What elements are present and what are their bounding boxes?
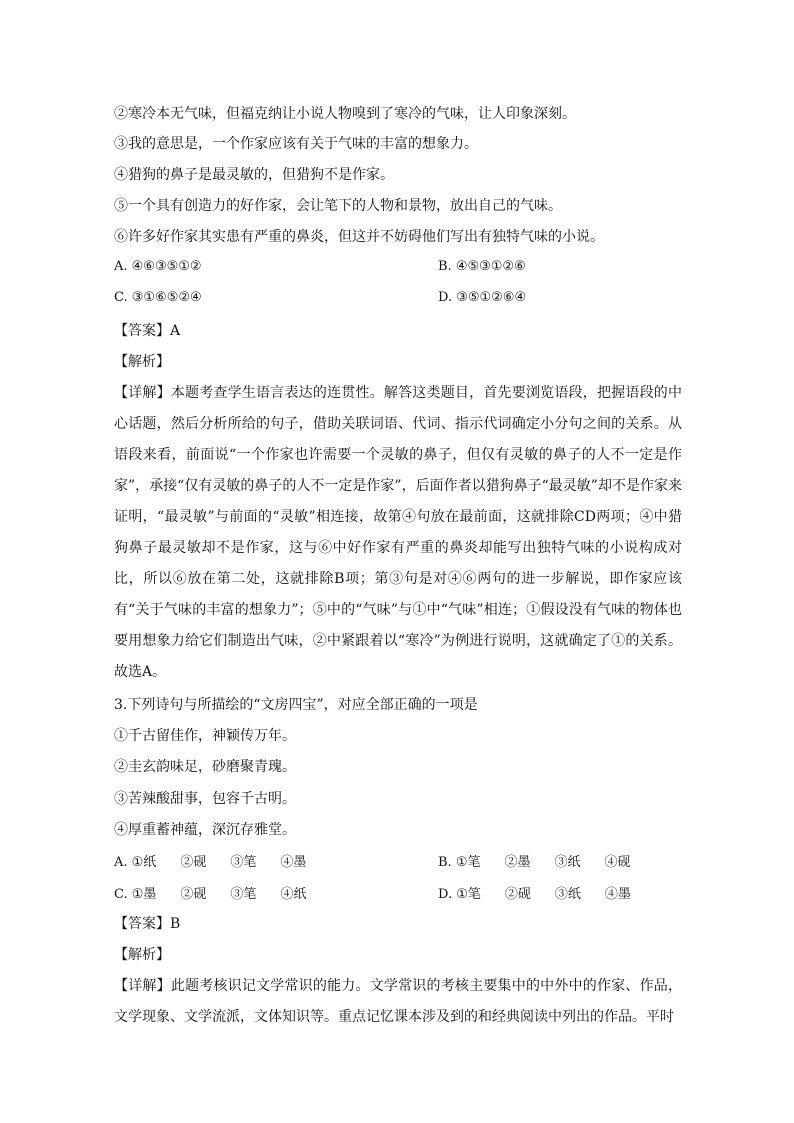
- q3-line-4: ④厚重蓄神蕴，深沉存雅堂。: [114, 822, 296, 838]
- q3-option-b-4: ④砚: [604, 855, 631, 870]
- q3-detail-paragraph: 【详解】此题考核识记文学常识的能力。文学常识的考核主要集中的中外中的作家、作品，文学现象、文学流派，文体知识等。重点记忆课本涉及到的和经典阅读中列出的作品。平时: [114, 978, 682, 1025]
- q2-answer: 【答案】A: [114, 323, 181, 339]
- q2-sentence-4: ④猎狗的鼻子是最灵敏的，但猎狗不是作家。: [114, 167, 394, 183]
- q2-option-a: A. ④⑥③⑤①②: [114, 259, 202, 274]
- q3-option-b-2: ②墨: [504, 855, 531, 870]
- q3-option-c-2: ②砚: [180, 887, 207, 902]
- q2-sentence-3: ③我的意思是，一个作家应该有关于气味的丰富的想象力。: [114, 136, 478, 152]
- q3-line-1: ①千古留佳作，神颖传万年。: [114, 728, 296, 744]
- q2-options-row-1: [114, 259, 694, 279]
- q2-detail-paragraph: 【详解】本题考查学生语言表达的连贯性。解答这类题目，首先要浏览语段，把握语段的中心话题，然后分析所给的句子，借助关联词语、代词、指示代词确定小分句之间的关系。从语段来看，前面说“一个作家也许需要一个灵敏的鼻子，但仅有灵敏的鼻子的人不一定是作家”，承接“仅有灵敏的鼻子的人不一定是作家”，后面作者以猎狗鼻子“最灵敏”却不是作家来证明，“最灵敏”与前面的“灵敏”相连接，故第④句放在最前面，这就排除CD两项；④中猎狗鼻子最灵敏却不是作家，这与⑥中好作家有严重的鼻炎却能写出独特气味的小说构成对比，所以⑥放在第二处，这就排除B项；第③句是对④⑥两句的进一步解说，即作家应该有“关于气味的丰富的想象力”；⑤中的“气味”与①中“气味”相连；①假设没有气味的物体也要用想象力给它们制造出气味，②中紧跟着以“寒冷”为例进行说明，这就确定了①的关系。故选A。: [114, 385, 682, 680]
- q3-option-c: [114, 883, 330, 902]
- q2-option-c: C. ③①⑥⑤②④: [114, 290, 202, 305]
- q2-option-b: B. ④⑤③①②⑥: [438, 259, 526, 274]
- q3-options-row-1: [114, 851, 694, 871]
- q3-option-a: [114, 851, 330, 870]
- q3-option-c-1: C. ①墨: [114, 887, 157, 902]
- q3-option-a-2: ②砚: [180, 855, 207, 870]
- q3-option-b-3: ③纸: [554, 855, 581, 870]
- q3-option-b-1: B. ①笔: [438, 855, 481, 870]
- q3-option-c-3: ③笔: [230, 887, 257, 902]
- q3-option-a-4: ④墨: [280, 855, 307, 870]
- q2-analysis-label: 【解析】: [114, 354, 170, 370]
- q3-option-a-1: A. ①纸: [114, 855, 157, 870]
- q3-option-a-3: ③笔: [230, 855, 257, 870]
- q2-option-d: D. ③⑤①②⑥④: [438, 290, 527, 305]
- q2-options-row-2: [114, 290, 694, 310]
- q3-analysis-label: 【解析】: [114, 947, 170, 963]
- q3-option-b: [438, 851, 655, 870]
- q2-sentence-6: ⑥许多好作家其实患有严重的鼻炎，但这并不妨碍他们写出有独特气味的小说。: [114, 229, 604, 245]
- q3-option-c-4: ④纸: [280, 887, 307, 902]
- q3-stem: 3.下列诗句与所描绘的“文房四宝”，对应全部正确的一项是: [114, 697, 478, 713]
- q3-options-row-2: [114, 883, 694, 903]
- q3-answer: 【答案】B: [114, 916, 181, 932]
- q3-option-d: [438, 883, 655, 902]
- q3-option-d-3: ③纸: [554, 887, 581, 902]
- q2-sentence-5: ⑤一个具有创造力的好作家，会让笔下的人物和景物，放出自己的气味。: [114, 198, 562, 214]
- q2-sentence-2: ②寒冷本无气味，但福克纳让小说人物嗅到了寒冷的气味，让人印象深刻。: [114, 106, 576, 122]
- q3-line-3: ③苦辣酸甜事，包容千古明。: [114, 791, 296, 807]
- q3-option-d-1: D. ①笔: [438, 887, 481, 902]
- q3-option-d-2: ②砚: [504, 887, 531, 902]
- q3-line-2: ②圭玄韵味足，砂磨聚青瑰。: [114, 759, 296, 775]
- q3-option-d-4: ④墨: [604, 887, 631, 902]
